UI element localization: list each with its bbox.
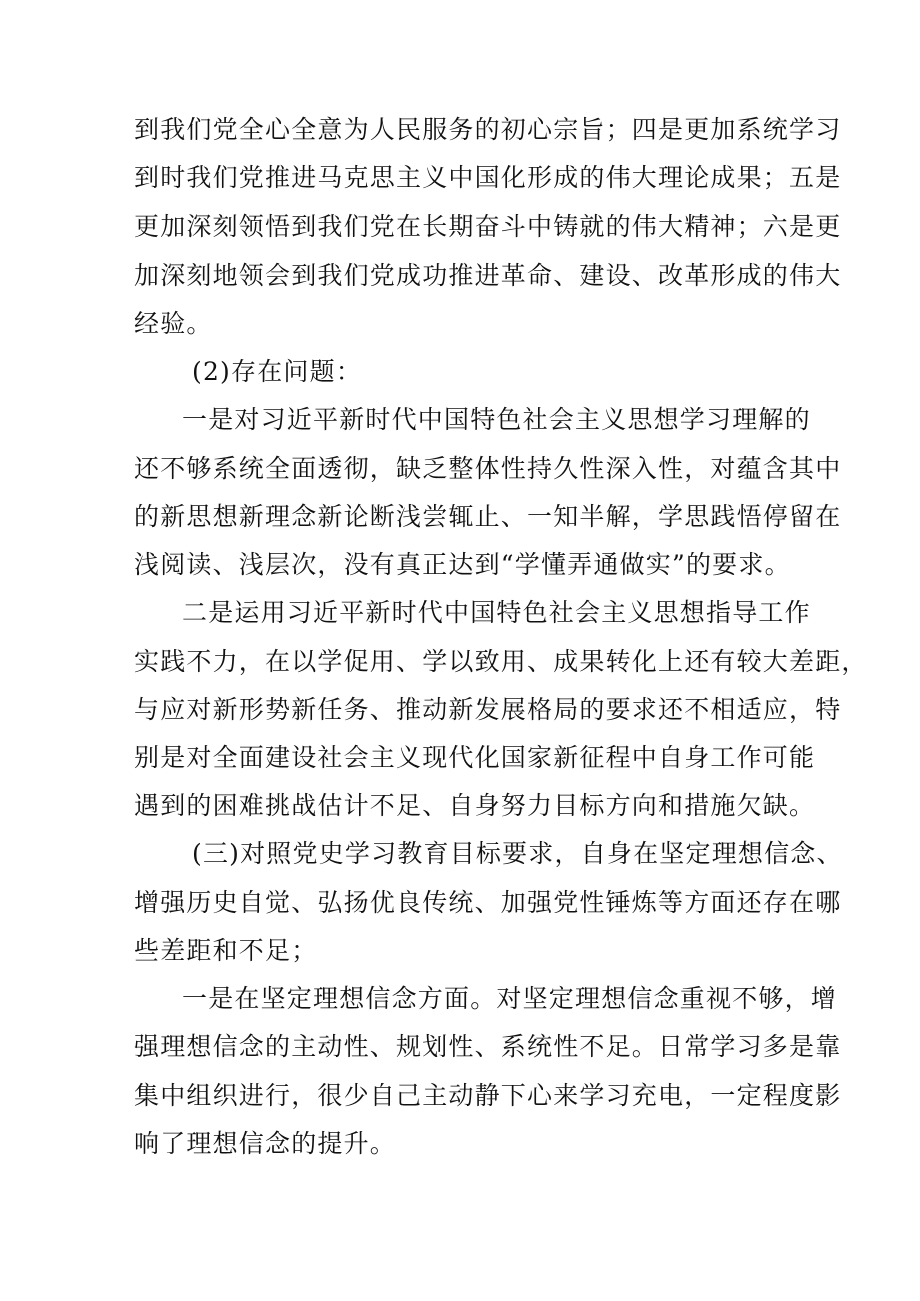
text-line: 与应对新形势新任务、推动新发展格局的要求还不相适应，特 bbox=[134, 695, 842, 724]
text-line: 浅阅读、浅层次，没有真正达到“学懂弄通做实”的要求。 bbox=[134, 550, 791, 579]
text-line: 加深刻地领会到我们党成功推进革命、建设、改革形成的伟大 bbox=[134, 261, 842, 290]
text-line: 一是在坚定理想信念方面。对坚定理想信念重视不够，增 bbox=[182, 984, 838, 1013]
text-line: 实践不力，在以学促用、学以致用、成果转化上还有较大差距， bbox=[134, 647, 868, 676]
text-line: 更加深刻领悟到我们党在长期奋斗中铸就的伟大精神；六是更 bbox=[134, 212, 842, 241]
text-line: 增强历史自觉、弘扬优良传统、加强党性锤炼等方面还存在哪 bbox=[134, 888, 842, 917]
text-line: 经验。 bbox=[134, 309, 213, 338]
section-heading: (三)对照党史学习教育目标要求，自身在坚定理想信念、 bbox=[192, 839, 843, 868]
text-line: 集中组织进行，很少自己主动静下心来学习充电，一定程度影 bbox=[134, 1081, 842, 1110]
section-heading: (2)存在问题： bbox=[192, 357, 363, 386]
text-line: 二是运用习近平新时代中国特色社会主义思想指导工作 bbox=[182, 598, 811, 627]
text-line: 的新思想新理念新论断浅尝辄止、一知半解，学思践悟停留在 bbox=[134, 502, 842, 531]
text-line: 别是对全面建设社会主义现代化国家新征程中自身工作可能 bbox=[134, 743, 816, 772]
text-line: 到时我们党推进马克思主义中国化形成的伟大理论成果；五是 bbox=[134, 163, 842, 192]
text-line: 些差距和不足； bbox=[134, 936, 318, 965]
text-line: 响了理想信念的提升。 bbox=[134, 1129, 397, 1158]
text-line: 一是对习近平新时代中国特色社会主义思想学习理解的 bbox=[182, 405, 811, 434]
text-line: 遇到的困难挑战估计不足、自身努力目标方向和措施欠缺。 bbox=[134, 791, 816, 820]
text-line: 强理想信念的主动性、规划性、系统性不足。日常学习多是靠 bbox=[134, 1032, 842, 1061]
text-line: 还不够系统全面透彻，缺乏整体性持久性深入性，对蕴含其中 bbox=[134, 454, 842, 483]
text-line: 到我们党全心全意为人民服务的初心宗旨；四是更加系统学习 bbox=[134, 115, 842, 144]
